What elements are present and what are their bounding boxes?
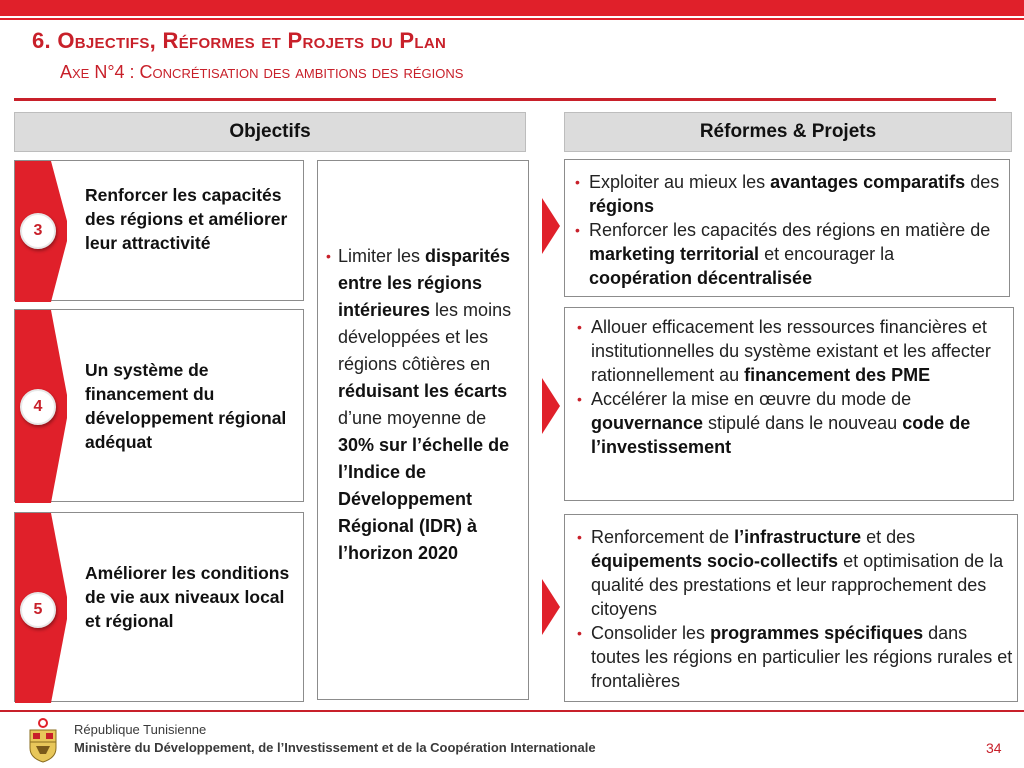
top-accent-line [0, 18, 1024, 20]
bullet-icon: • [577, 391, 582, 407]
objective-card-4 [14, 309, 304, 502]
reforms-box-4 [564, 307, 1014, 501]
objective-text-5: Améliorer les conditions de vie aux niveaux local et régional [85, 563, 290, 631]
bullet-icon: • [577, 625, 582, 641]
footer-divider [0, 710, 1024, 712]
footer-country: République Tunisienne [74, 722, 207, 737]
bullet-icon: • [575, 222, 580, 238]
bullet-icon: • [577, 529, 582, 545]
tunisia-emblem-icon [24, 716, 62, 764]
page-subtitle: Axe N°4 : Concrétisation des ambitions des régions [60, 62, 464, 82]
bullet-icon: • [326, 248, 331, 264]
objective-number-4: 4 [20, 389, 56, 425]
objective-text-3: Renforcer les capacités des régions et améliorer leur attractivité [85, 185, 288, 253]
objective-card-3 [14, 160, 304, 301]
central-objective-text: • Limiter les disparités entre les régions intérieures les moins développées et les régions côtières en réduisant les écarts d’une moyenne de 30% sur l’échelle de l’Indice de Développement Régional (IDR) à l’horizon 2020 [338, 243, 520, 567]
arrow-right-icon [542, 198, 560, 254]
footer-ministry: Ministère du Développement, de l’Investissement et de la Coopération Internationale [74, 740, 596, 755]
top-accent-bar [0, 0, 1024, 16]
reform-item: • Exploiter au mieux les avantages comparatifs des régions [575, 172, 1000, 216]
central-objective-box [317, 160, 529, 700]
objectives-column-header: Objectifs [14, 112, 526, 152]
arrow-right-icon [542, 378, 560, 434]
reform-item: • Accélérer la mise en œuvre du mode de gouvernance stipulé dans le nouveau code de l’investissement [577, 389, 971, 457]
page-title: 6. Objectifs, Réformes et Projets du Plan [32, 28, 447, 53]
reform-item: • Renforcement de l’infrastructure et des équipements socio-collectifs et optimisation de la qualité des prestations et leur rapprochement des citoyens [577, 527, 1004, 619]
objective-card-5 [14, 512, 304, 702]
objective-number-5: 5 [20, 592, 56, 628]
bullet-icon: • [575, 174, 580, 190]
reforms-column-header: Réformes & Projets [564, 112, 1012, 152]
reform-item: • Allouer efficacement les ressources financières et institutionnelles du système existant et les affecter rationnellement au financement des PME [577, 317, 991, 385]
reforms-box-3 [564, 159, 1010, 297]
page-number: 34 [986, 740, 1002, 756]
objective-number-3: 3 [20, 213, 56, 249]
objective-text-4: Un système de financement du développement régional adéquat [85, 360, 287, 452]
reform-item: • Consolider les programmes spécifiques dans toutes les régions en particulier les régions rurales et frontalières [577, 623, 1013, 691]
reforms-box-5 [564, 514, 1018, 702]
bullet-icon: • [577, 319, 582, 335]
title-divider [14, 98, 996, 101]
arrow-right-icon [542, 579, 560, 635]
reform-item: • Renforcer les capacités des régions en matière de marketing territorial et encourager la coopération décentralisée [575, 220, 991, 288]
